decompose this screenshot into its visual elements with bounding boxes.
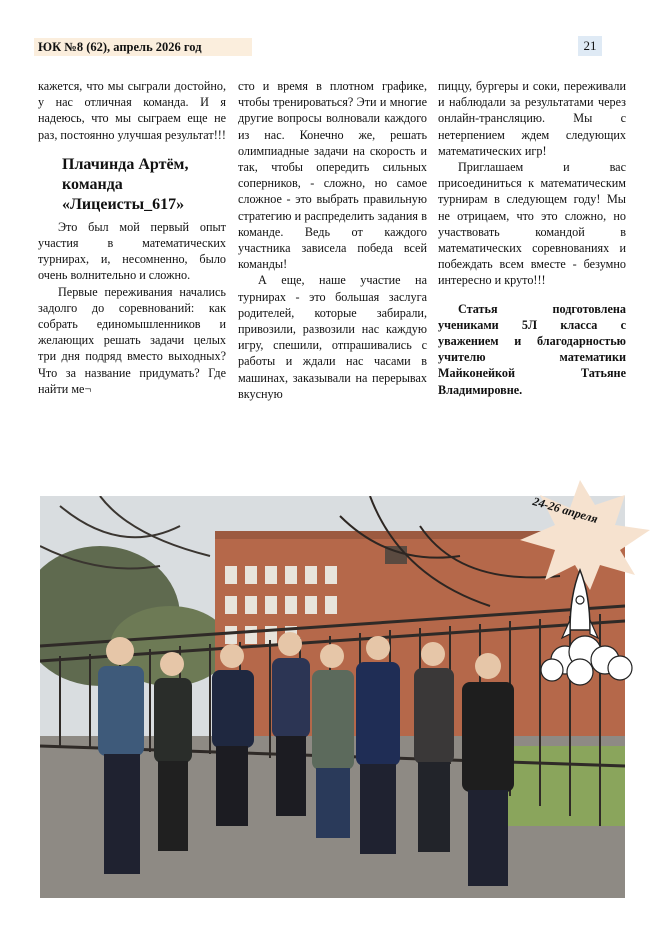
paragraph: А еще, наше участие на турнирах - это большая заслуга родителей, которые забирали, привозили, развозили нас каждую игру, спешили, отпрашивались с работы и ждали нас часами в машинах, заказывали на перерывах вкусную [238, 273, 427, 401]
article-column-2 [238, 78, 427, 402]
date-label: 24-26 апреля [531, 494, 600, 526]
paragraph: кажется, что мы сыграли достойно, у нас отличная команда. И я надеюсь, что мы сыграем еще не раз, постоянно улучшая результат!!! [38, 79, 226, 142]
issue-header: ЮК №8 (62), апрель 2026 год [34, 38, 252, 56]
author-heading: Плачинда Артём, команда «Лицеисты_617» [62, 155, 189, 213]
paragraph: Это был мой первый опыт участия в математических турнирах, и, несомненно, было очень волнительно и сложно. [38, 219, 226, 283]
page-number: 21 [578, 36, 602, 56]
paragraph: пиццу, бургеры и соки, переживали и наблюдали за результатами через онлайн-трансляцию. Мы с нетерпением ждем следующих математических игр! [438, 79, 626, 158]
paragraph: сто и время в плотном графике, чтобы тренироваться? Эти и многие другие вопросы волновали каждого из нас. Конечно же, решать олимпиадные задачи на скорость и так, чтобы опередить сильных соперников, - сложно, но самое сложное - это выбрать правильную стратегию и распределить задания в команде. Ведь от каждого участника зависела победа всей команды! [238, 79, 427, 272]
paragraph: Первые переживания начались задолго до соревнований: как собрать единомышленников и желающих решать задачи целых три дня подряд вместо выходных? Что за название придумать? Где найти ме¬ [38, 284, 226, 396]
paragraph: Приглашаем и вас присоединиться к математическим турнирам в следующем году! Мы не отрицаем, что это сложно, но участвовать командой в математических соревнованиях и побеждать всем вместе - безумно интересно и круто!!! [438, 160, 626, 288]
article-credit: Статья подготовлена учениками 5Л класса с уважением и благодарностью учителю математики Майконейкой Татьяне Владимировне. [438, 301, 626, 397]
article-column-3 [438, 78, 626, 398]
article-column-1 [38, 78, 226, 397]
